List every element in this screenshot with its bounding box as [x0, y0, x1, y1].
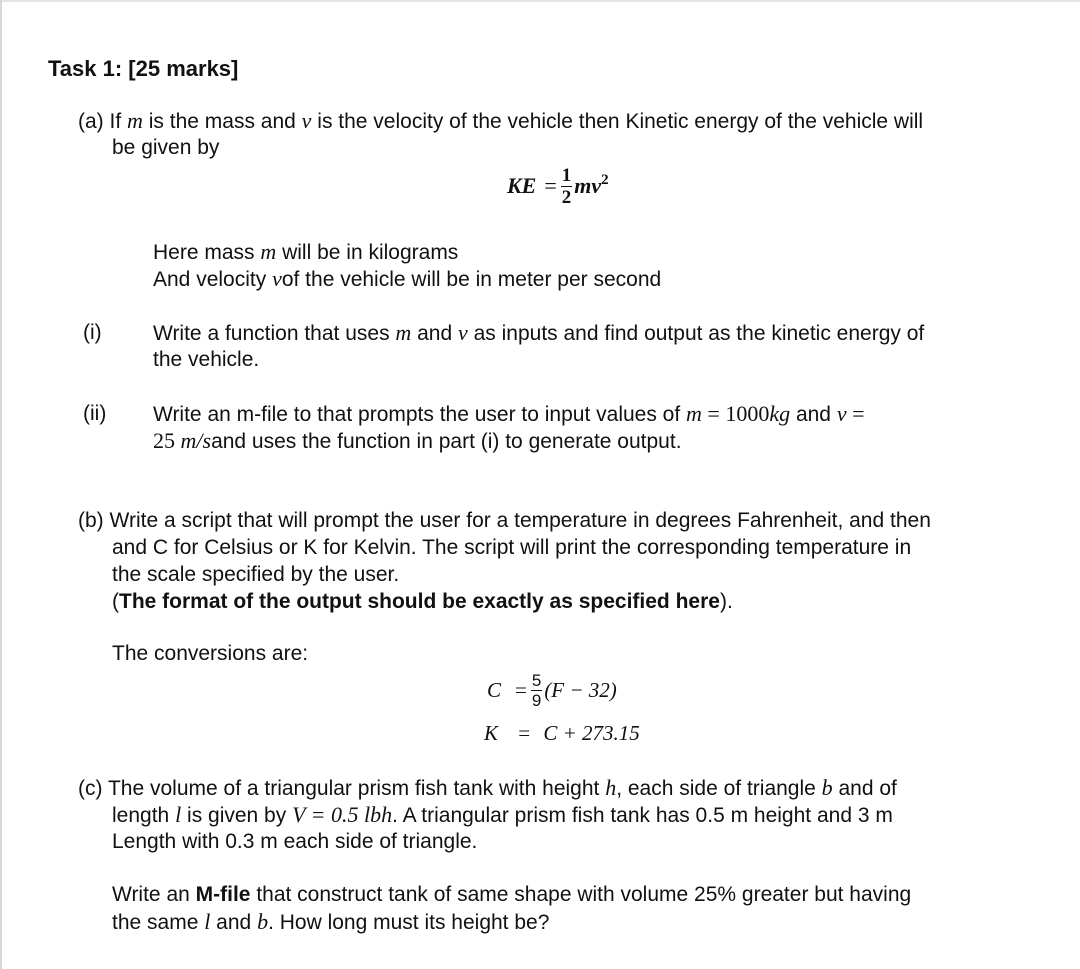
text: that construct tank of same shape with volume 25% greater but having — [250, 883, 912, 906]
formula-exponent: 2 — [601, 171, 609, 188]
task-title: Task 1: [25 marks] — [48, 56, 239, 81]
fraction-numerator: 1 — [561, 164, 572, 186]
formula-rhs: mv — [574, 173, 602, 198]
text: and — [411, 322, 459, 345]
text: will be in kilograms — [276, 241, 459, 264]
item-i-line-2: the vehicle. — [153, 348, 260, 371]
part-c-line-5 — [112, 908, 549, 936]
fraction-denominator: 2 — [561, 186, 572, 208]
mass-note — [153, 238, 458, 266]
var-v: v — [301, 108, 312, 133]
text: and — [210, 911, 258, 934]
text: and — [790, 403, 837, 426]
text: Write an — [112, 883, 196, 906]
text: the same — [112, 911, 205, 934]
part-b-line-2: and C for Celsius or K for Kelvin. The script will print the corresponding temperature in — [112, 536, 912, 559]
page-top-edge — [0, 0, 1080, 2]
var-l: l — [204, 909, 211, 934]
var-b: b — [821, 775, 833, 800]
item-i-label: (i) — [83, 321, 102, 344]
text: is the velocity of the vehicle then Kinetic energy of the vehicle will — [311, 110, 924, 133]
part-b-label: (b) — [78, 509, 104, 532]
var-v: v — [458, 320, 468, 345]
part-c-label: (c) — [78, 777, 103, 800]
part-a-line-2: be given by — [112, 136, 220, 159]
part-a-line-1 — [78, 107, 923, 135]
text: ). — [719, 590, 733, 613]
equals: = — [846, 401, 865, 426]
part-b-line-3: the scale specified by the user. — [112, 563, 400, 586]
text: as inputs and find output as the kinetic energy of — [467, 322, 925, 345]
text: The volume of a triangular prism fish tank with height — [107, 777, 606, 800]
var-m: m — [686, 401, 702, 426]
var-l: l — [175, 802, 182, 827]
var-m: m — [395, 320, 412, 345]
volume-formula: V = 0.5 lbh — [292, 802, 393, 827]
unit-m-per-s: m/s — [180, 428, 212, 453]
text: ( — [112, 590, 119, 613]
text: If — [109, 110, 128, 133]
text: And velocity — [153, 268, 273, 291]
var-m: m — [260, 239, 277, 264]
item-i-line-1 — [153, 319, 924, 347]
equals: = — [515, 677, 527, 702]
formula-eq: = — [544, 173, 557, 198]
var-b: b — [257, 909, 269, 934]
formula-lhs: KE — [507, 173, 537, 198]
celsius-equation — [487, 664, 617, 716]
var-v: v — [272, 266, 282, 291]
velocity-note — [153, 265, 661, 293]
text: is the mass and — [142, 110, 302, 133]
part-b-line-1 — [78, 507, 931, 534]
var-c: C — [487, 677, 502, 702]
text: . How long must its height be? — [268, 911, 550, 934]
part-c-line-1 — [78, 774, 897, 802]
text: Write a script that will prompt the user for a temperature in degrees Fahrenheit, and then — [109, 509, 931, 532]
part-c-line-3: Length with 0.3 m each side of triangle. — [112, 830, 478, 853]
text: Write a function that uses — [153, 322, 396, 345]
unit-kg: kg — [769, 401, 791, 426]
text: Here mass — [153, 241, 261, 264]
item-ii-line-2 — [153, 427, 682, 455]
part-b-line-4 — [112, 588, 733, 615]
text: and uses the function in part (i) to generate output. — [211, 430, 682, 453]
value-1000: = 1000 — [701, 401, 770, 426]
var-v: v — [836, 401, 847, 426]
conversions-label: The conversions are: — [112, 642, 309, 665]
bold-text: M-file — [195, 883, 251, 906]
text: is given by — [181, 804, 293, 827]
bold-text: The format of the output should be exactly as specified here — [119, 590, 720, 613]
text: of the vehicle will be in meter per second — [281, 268, 662, 291]
fraction-denominator: 9 — [531, 690, 542, 710]
kinetic-energy-formula — [507, 158, 609, 214]
fraction-numerator: 5 — [531, 670, 542, 690]
item-ii-line-1 — [153, 400, 865, 428]
kelvin-equation — [484, 720, 640, 746]
celsius-rhs: (F − 32) — [544, 677, 617, 702]
text: , each side of triangle — [616, 777, 822, 800]
var-h: h — [605, 775, 617, 800]
kelvin-rhs: C + 273.15 — [543, 721, 640, 745]
text: length — [112, 804, 176, 827]
part-c-line-2 — [112, 801, 893, 829]
fraction-one-half — [561, 166, 573, 207]
var-k: K — [484, 721, 499, 745]
part-a-label: (a) — [78, 110, 104, 133]
text: and of — [832, 777, 897, 800]
fraction-five-ninths — [531, 672, 542, 709]
text: Write an m-file to that prompts the user to input values of — [153, 403, 687, 426]
part-c-line-4 — [112, 881, 911, 908]
text: . A triangular prism fish tank has 0.5 m height and 3 m — [392, 804, 893, 827]
var-m: m — [127, 108, 143, 133]
item-ii-label: (ii) — [83, 402, 107, 425]
value-25: 25 — [153, 428, 181, 453]
equals: = — [518, 721, 531, 745]
page-left-edge — [0, 0, 2, 969]
